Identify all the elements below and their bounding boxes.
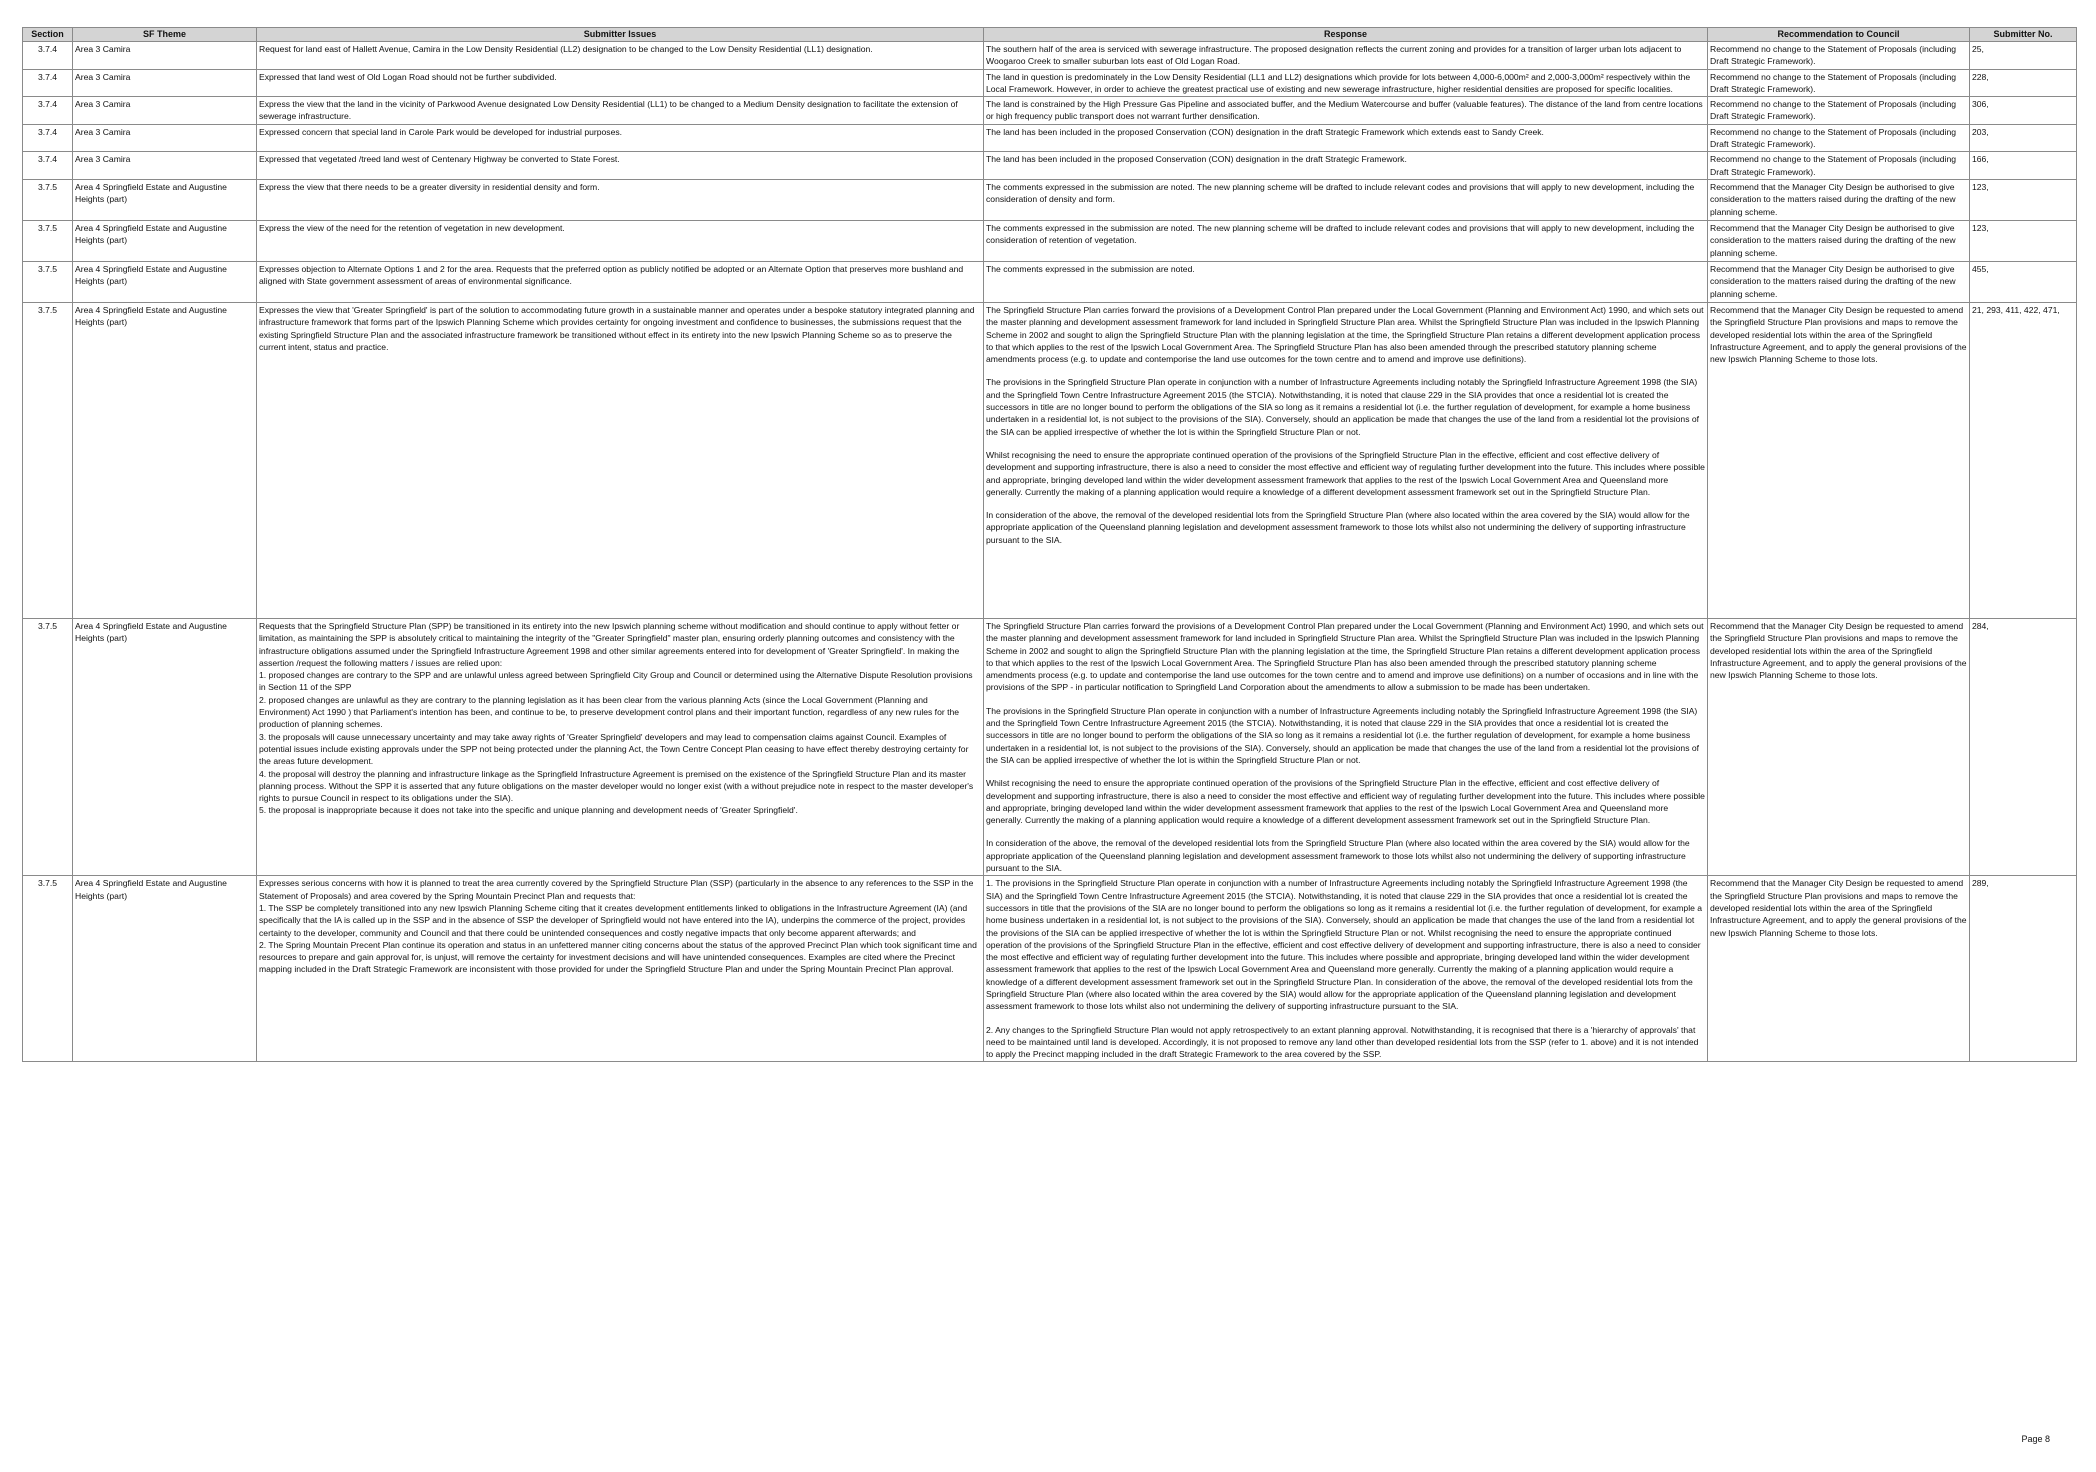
cell-submitter: 203, <box>1970 124 2077 152</box>
cell-response <box>984 124 1708 152</box>
cell-section: 3.7.5 <box>23 876 73 1062</box>
issue-paragraph: 2. The Spring Mountain Precent Plan continue its operation and status in an unfettered manner citing concerns about the status of the approved Precinct Plan which took significant time and resources to prepare and gain approval for, is unjust, will remove the certainty for investment decisions and will have unintended consequences. Examples are cited where the Precinct mapping included in the Draft Strategic Framework are inconsistent with those provided for under the Springfield Structure Plan and under the Spring Mountain Precinct Plan approval. <box>259 939 977 975</box>
response-paragraph: The provisions in the Springfield Structure Plan operate in conjunction with a number of Infrastructure Agreements including notably the Springfield Infrastructure Agreement 1998 (the SIA) and the Springfield Town Centre Infrastructure Agreement 2015 (the STCIA). Notwithstanding, it is noted that clause 229 in the SIA provides that once a residential lot is created the successors in title are no longer bound to perform the obligations of the SIA so long as it remains a residential lot (i.e. the further regulation of development, for example a home business undertaken in a residential lot, is not subject to the provisions of the SIA). Conversely, should an application be made that changes the use of the land from a residential lot the provisions of the SIA can be applied irrespective of whether the lot is within the Springfield Structure Plan or not. <box>986 377 1700 437</box>
cell-submitter: 306, <box>1970 97 2077 125</box>
cell-response <box>984 97 1708 125</box>
response-paragraph: The land has been included in the proposed Conservation (CON) designation in the draft Strategic Framework which extends east to Sandy Creek. <box>986 126 1544 137</box>
cell-submitter: 123, <box>1970 220 2077 261</box>
cell-issues <box>257 124 984 152</box>
issue-paragraph: Express the view of the need for the retention of vegetation in new development. <box>259 222 565 233</box>
cell-section: 3.7.4 <box>23 124 73 152</box>
cell-submitter: 25, <box>1970 42 2077 70</box>
table-row <box>23 42 2077 70</box>
cell-submitter: 123, <box>1970 179 2077 220</box>
table-row <box>23 876 2077 1062</box>
issue-paragraph: Expresses serious concerns with how it is planned to treat the area currently covered by the Springfield Structure Plan (SSP) (particularly in the absence to any references to the SSP in the Statement of Proposals) and area covered by the Spring Mountain Precinct Plan and requests that: <box>259 878 974 901</box>
cell-issues <box>257 69 984 97</box>
cell-section: 3.7.4 <box>23 152 73 180</box>
table-body <box>23 42 2077 1062</box>
issue-paragraph: Express the view that the land in the vicinity of Parkwood Avenue designated Low Density Residential (LL1) to be changed to a Medium Density designation to facilitate the extension of sewerage infrastructure. <box>259 99 958 122</box>
cell-recommendation: Recommend that the Manager City Design be requested to amend the Springfield Structure Plan provisions and maps to remove the developed residential lots within the area of the Springfield Infrastructure Agreement, and to apply the general provisions of the new Ipswich Planning Scheme to those lots. <box>1708 618 1970 875</box>
cell-response <box>984 152 1708 180</box>
cell-issues <box>257 876 984 1062</box>
cell-response <box>984 618 1708 875</box>
cell-submitter: 455, <box>1970 261 2077 302</box>
issue-paragraph: Express the view that there needs to be a greater diversity in residential density and form. <box>259 181 600 192</box>
cell-section: 3.7.5 <box>23 302 73 618</box>
issue-paragraph: 5. the proposal is inappropriate because it does not take into the specific and unique planning and development needs of 'Greater Springfield'. <box>259 805 798 816</box>
response-paragraph: Whilst recognising the need to ensure the appropriate continued operation of the provisions of the Springfield Structure Plan in the effective, efficient and cost effective delivery of development and supporting infrastructure, there is also a need to consider the most effective and efficient way of regulating further development into the future. This includes where possible and appropriate, bringing developed land within the wider development assessment framework that applies to the rest of the Ipswich Local Government Area and Queensland more generally. Currently the making of a planning application would require a knowledge of a different development assessment framework set out in the Springfield Structure Plan. <box>986 449 1705 497</box>
response-paragraph: The comments expressed in the submission are noted. The new planning scheme will be drafted to include relevant codes and provisions that will apply to new development, including the consideration of retention of vegetation. <box>986 222 1695 246</box>
cell-theme: Area 4 Springfield Estate and Augustine Heights (part) <box>73 876 257 1062</box>
cell-response <box>984 42 1708 70</box>
cell-theme: Area 4 Springfield Estate and Augustine Heights (part) <box>73 261 257 302</box>
cell-issues <box>257 152 984 180</box>
response-paragraph: The land has been included in the proposed Conservation (CON) designation in the draft Strategic Framework. <box>986 154 1407 165</box>
cell-section: 3.7.5 <box>23 220 73 261</box>
cell-response <box>984 179 1708 220</box>
response-paragraph: 1. The provisions in the Springfield Structure Plan operate in conjunction with a number of Infrastructure Agreements including notably the Springfield Infrastructure Agreement 1998 (the SIA) and the Springfield Town Centre Infrastructure Agreement 2015 (the STCIA). Notwithstanding, it is noted that clause 229 in the SIA provides that once a residential lot is created the successors in title that the provisions of the SIA are no longer bound to perform the obligations so long as it remains a residential lot (i.e. the further regulation of development, for example a home business undertaken in a residential lot, is not subject to the provisions of the SIA). Conversely, should an application be made that changes the use of the land from a residential lot the provisions of the SIA can be applied irrespective of whether the lot is within the Springfield Structure Plan or not. Whilst recognising the need to ensure the appropriate continued operation of the provisions of the Springfield Structure Plan in the effective, efficient and cost effective delivery of development and supporting infrastructure, there is also a need to consider the most effective and efficient way of regulating further development into the future. This includes where possible and appropriate, bringing developed land within the wider development assessment framework that applies to the rest of the Ipswich Local Government Area and Queensland more generally. Currently the making of a planning application would require a knowledge of a different development assessment framework set out in the Springfield Structure Plan. In consideration of the above, the removal of the developed residential lots from the Springfield Structure Plan (where also located within the area covered by the SIA) would allow for the appropriate application of the Queensland planning legislation and development assessment framework to those lots whilst also not undermining the delivery of supporting infrastructure pursuant to the SIA. <box>986 878 1703 1012</box>
cell-theme: Area 4 Springfield Estate and Augustine Heights (part) <box>73 179 257 220</box>
issue-paragraph: Expresses objection to Alternate Options 1 and 2 for the area. Requests that the preferred option as publicly notified be adopted or an Alternate Option that preserves more bushland and aligned with State government assessment of areas of environmental significance. <box>259 263 964 287</box>
table-row <box>23 69 2077 97</box>
cell-recommendation: Recommend no change to the Statement of Proposals (including Draft Strategic Framework). <box>1708 69 1970 97</box>
cell-section: 3.7.4 <box>23 97 73 125</box>
cell-submitter: 289, <box>1970 876 2077 1062</box>
response-paragraph: 2. Any changes to the Springfield Structure Plan would not apply retrospectively to an extant planning approval. Notwithstanding, it is recognised that there is a 'hierarchy of approvals' that need to be maintained until land is developed. Accordingly, it is not proposed to remove any land other than developed residential lots from the SSP (refer to 1. above) and it is not intended to apply the Precinct mapping included in the draft Strategic Framework to the area covered by the SSP. <box>986 1024 1699 1060</box>
header-submitter: Submitter No. <box>1970 28 2077 42</box>
cell-issues <box>257 42 984 70</box>
response-paragraph: The land is constrained by the High Pressure Gas Pipeline and associated buffer, and the Medium Watercourse and buffer (valuable features). The distance of the land from centre locations or high frequency public transport does not warrant further densification. <box>986 99 1703 122</box>
response-paragraph: The land in question is predominately in the Low Density Residential (LL1 and LL2) designations which provide for lots between 4,000-6,000m² and 2,000-3,000m² respectively within the Local Framework. However, in order to achieve the greatest practical use of existing and new sewerage infrastructure, higher residential densities are proposed for specific localities. <box>986 71 1691 94</box>
cell-recommendation: Recommend no change to the Statement of Proposals (including Draft Strategic Framework). <box>1708 152 1970 180</box>
cell-recommendation: Recommend no change to the Statement of Proposals (including Draft Strategic Framework). <box>1708 124 1970 152</box>
header-response: Response <box>984 28 1708 42</box>
cell-theme: Area 3 Camira <box>73 124 257 152</box>
cell-theme: Area 3 Camira <box>73 42 257 70</box>
cell-recommendation: Recommend no change to the Statement of Proposals (including Draft Strategic Framework). <box>1708 97 1970 125</box>
header-section: Section <box>23 28 73 42</box>
table-row <box>23 124 2077 152</box>
cell-theme: Area 3 Camira <box>73 69 257 97</box>
cell-issues <box>257 179 984 220</box>
issue-paragraph: Expressed that vegetated /treed land west of Centenary Highway be converted to State Forest. <box>259 154 620 165</box>
cell-theme: Area 3 Camira <box>73 97 257 125</box>
cell-submitter: 228, <box>1970 69 2077 97</box>
cell-recommendation: Recommend no change to the Statement of Proposals (including Draft Strategic Framework). <box>1708 42 1970 70</box>
response-paragraph: In consideration of the above, the removal of the developed residential lots from the Springfield Structure Plan (where also located within the area covered by the SIA) would allow for the appropriate application of the Queensland planning legislation and development assessment framework to those lots whilst also not undermining the delivery of supporting infrastructure pursuant to the SIA. <box>986 838 1690 874</box>
cell-section: 3.7.4 <box>23 69 73 97</box>
table-row <box>23 302 2077 618</box>
response-paragraph: Whilst recognising the need to ensure the appropriate continued operation of the provisions of the Springfield Structure Plan in the effective, efficient and cost effective delivery of development and supporting infrastructure, there is also a need to consider the most effective and efficient way of regulating further development into the future. This includes where possible and appropriate, bringing developed land within the wider development assessment framework that applies to the rest of the Ipswich Local Government Area and Queensland more generally. Currently the making of a planning application would require a knowledge of a different development assessment framework set out in the Springfield Structure Plan. <box>986 778 1705 826</box>
issue-paragraph: 3. the proposals will cause unnecessary uncertainty and may take away rights of 'Greater Springfield' developers and may lead to compensation claims against Council. Examples of potential issues include existing approvals under the SPP not being protected under the planning Act, the Town Centre Concept Plan ceasing to have effect thereby destroying certainty for the areas future development. <box>259 731 969 767</box>
response-paragraph: The southern half of the area is serviced with sewerage infrastructure. The proposed designation reflects the current zoning and provides for a transition of larger urban lots adjacent to Woogaroo Creek to smaller suburban lots east of Old Logan Road. <box>986 44 1682 67</box>
cell-section: 3.7.5 <box>23 179 73 220</box>
submissions-table <box>22 27 2077 1062</box>
response-paragraph: The Springfield Structure Plan carries forward the provisions of a Development Control Plan prepared under the Local Government (Planning and Environment Act) 1990, and which sets out the master planning and development assessment framework for land included in Springfield Structure Plan area. Whilst the Springfield Structure Plan was included in the Ipswich Planning Scheme in 2002 and sought to align the Springfield Structure Plan with the planning legislation at the time, the Springfield Structure Plan retains a different development application process to that which applies to the rest of the Ipswich Local Government Area. The Springfield Structure Plan has also been amended through the prescribed statutory planning scheme amendments process (e.g. to update and contemporise the land use outcomes for the town centre and to amend and improve use definitions). <box>986 304 1704 365</box>
response-paragraph: The comments expressed in the submission are noted. The new planning scheme will be drafted to include relevant codes and provisions that will apply to new development, including the consideration of density and form. <box>986 181 1695 205</box>
cell-theme: Area 3 Camira <box>73 152 257 180</box>
table-row <box>23 220 2077 261</box>
cell-recommendation: Recommend that the Manager City Design be authorised to give consideration to the matters raised during the drafting of the new planning scheme. <box>1708 179 1970 220</box>
response-paragraph: In consideration of the above, the removal of the developed residential lots from the Springfield Structure Plan (where also located within the area covered by the SIA) would allow for the appropriate application of the Queensland planning legislation and development assessment framework to those lots whilst also not undermining the delivery of supporting infrastructure pursuant to the SIA. <box>986 510 1690 545</box>
cell-issues <box>257 97 984 125</box>
cell-issues <box>257 302 984 618</box>
page-number: Page 8 <box>2021 1434 2050 1444</box>
issue-paragraph: 4. the proposal will destroy the planning and infrastructure linkage as the Springfield Infrastructure Agreement is premised on the existence of the Springfield Structure Plan and its master planning process. Without the SPP it is asserted that any future obligations on the master developer would no longer exist (with a without prejudice note in respect to the master developer's rights to pursue Council in respect to its obligations under the SIA). <box>259 768 974 804</box>
cell-theme: Area 4 Springfield Estate and Augustine Heights (part) <box>73 302 257 618</box>
cell-issues <box>257 618 984 875</box>
response-paragraph: The comments expressed in the submission are noted. <box>986 263 1195 274</box>
header-issues: Submitter Issues <box>257 28 984 42</box>
table-row <box>23 618 2077 875</box>
cell-section: 3.7.5 <box>23 618 73 875</box>
table-row <box>23 179 2077 220</box>
cell-response <box>984 302 1708 618</box>
response-paragraph: The Springfield Structure Plan carries forward the provisions of a Development Control Plan prepared under the Local Government (Planning and Environment Act) 1990, and which sets out the master planning and development assessment framework for land included in Springfield Structure Plan area. Whilst the Springfield Structure Plan was included in the Ipswich Planning Scheme in 2002 and sought to align the Springfield Structure Plan with the planning legislation at the time, the Springfield Structure Plan retains a different development application process to that which applies to the rest of the Ipswich Local Government Area. The Springfield Structure Plan has also been amended through the prescribed statutory planning scheme amendments process (e.g. to update and contemporise the land use outcomes for the town centre and to amend and improve use definitions) on a number of occasions and in line with the provisions of the SPP - in particular notification to Springfield Land Corporation about the amendments to allow a submission to be made has been undertaken. <box>986 620 1704 693</box>
issue-paragraph: 1. The SSP be completely transitioned into any new Ipswich Planning Scheme citing that it creates development entitlements linked to obligations in the Infrastructure Agreement (IA) (and specifically that the IA is called up in the SSP and in the absence of SSP the developer of Springfield would not have entered into the IA), underpins the commerce of the project, provides certainty to the developer, community and Council and that there could be unintended consequences and costly negative impacts that only become apparent afterwards; and <box>259 902 968 938</box>
cell-section: 3.7.5 <box>23 261 73 302</box>
cell-issues <box>257 261 984 302</box>
issue-paragraph: 1. proposed changes are contrary to the SPP and are unlawful unless agreed between Springfield City Group and Council or determined using the Alternative Dispute Resolution provisions in Section 11 of the SPP <box>259 670 973 693</box>
cell-response <box>984 69 1708 97</box>
cell-recommendation: Recommend that the Manager City Design be requested to amend the Springfield Structure Plan provisions and maps to remove the developed residential lots within the area of the Springfield Infrastructure Agreement, and to apply the general provisions of the new Ipswich Planning Scheme to those lots. <box>1708 302 1970 618</box>
issue-paragraph: Requests that the Springfield Structure Plan (SPP) be transitioned in its entirety into the new Ipswich planning scheme without modification and should continue to apply without fetter or limitation, as maintaining the SPP is absolutely critical to maintaining the integrity of the "Greater Springfield" master plan, ensuring orderly planning outcomes and consistency with the infrastructure obligations assumed under the Springfield Infrastructure Agreement 1998 and other similar agreements entered into for development of 'Greater Springfield'. In making the assertion /request the following matters / issues are relied upon: <box>259 620 960 668</box>
issue-paragraph: Expresses the view that 'Greater Springfield' is part of the solution to accommodating future growth in a sustainable manner and operates under a bespoke statutory integrated planning and infrastructure framework that forms part of the Ipswich Planning Scheme which provides certainty for ongoing investment and confidence to businesses, the submissions request that the existing Springfield Structure Plan and the associated infrastructure framework be transitioned without effect in its entirety into the new Ipswich Planning Scheme so as to preserve the current intent, status and practice. <box>259 304 975 352</box>
cell-recommendation: Recommend that the Manager City Design be authorised to give consideration to the matters raised during the drafting of the new planning scheme. <box>1708 261 1970 302</box>
cell-issues <box>257 220 984 261</box>
cell-response <box>984 261 1708 302</box>
response-paragraph: The provisions in the Springfield Structure Plan operate in conjunction with a number of Infrastructure Agreements including notably the Springfield Infrastructure Agreement 1998 (the SIA) and the Springfield Town Centre Infrastructure Agreement 2015 (the STCIA). Notwithstanding, it is noted that clause 229 in the SIA provides that once a residential lot is created the successors in title are no longer bound to perform the obligations of the SIA so long as it remains a residential lot (i.e. the further regulation of development, for example a home business undertaken in a residential lot, is not subject to the provisions of the SIA). Conversely, should an application be made that changes the use of the land from a residential lot the provisions of the SIA can be applied irrespective of whether the lot is within the Springfield Structure Plan or not. <box>986 705 1700 765</box>
header-theme: SF Theme <box>73 28 257 42</box>
table-row <box>23 261 2077 302</box>
issue-paragraph: Request for land east of Hallett Avenue, Camira in the Low Density Residential (LL2) designation to be changed to the Low Density Residential (LL1) designation. <box>259 44 873 54</box>
cell-recommendation: Recommend that the Manager City Design be authorised to give consideration to the matters raised during the drafting of the new planning scheme. <box>1708 220 1970 261</box>
issue-paragraph: Expressed concern that special land in Carole Park would be developed for industrial purposes. <box>259 126 623 137</box>
cell-submitter: 21, 293, 411, 422, 471, <box>1970 302 2077 618</box>
cell-section: 3.7.4 <box>23 42 73 70</box>
issue-paragraph: Expressed that land west of Old Logan Road should not be further subdivided. <box>259 71 557 82</box>
cell-response <box>984 220 1708 261</box>
cell-submitter: 166, <box>1970 152 2077 180</box>
cell-submitter: 284, <box>1970 618 2077 875</box>
cell-theme: Area 4 Springfield Estate and Augustine Heights (part) <box>73 618 257 875</box>
header-recommendation: Recommendation to Council <box>1708 28 1970 42</box>
cell-recommendation: Recommend that the Manager City Design be requested to amend the Springfield Structure Plan provisions and maps to remove the developed residential lots within the area of the Springfield Infrastructure Agreement, and to apply the general provisions of the new Ipswich Planning Scheme to those lots. <box>1708 876 1970 1062</box>
cell-theme: Area 4 Springfield Estate and Augustine Heights (part) <box>73 220 257 261</box>
table-row <box>23 152 2077 180</box>
table-row <box>23 97 2077 125</box>
header-row <box>23 28 2077 42</box>
cell-response <box>984 876 1708 1062</box>
issue-paragraph: 2. proposed changes are unlawful as they are contrary to the planning legislation as it has been clear from the various planning Acts (since the Local Government (Planning and Environment) Act 1990 ) that Parliament's intention has been, and continue to be, to preserve development control plans and their important function, regardless of any new rules for the production of planning schemes. <box>259 694 960 730</box>
